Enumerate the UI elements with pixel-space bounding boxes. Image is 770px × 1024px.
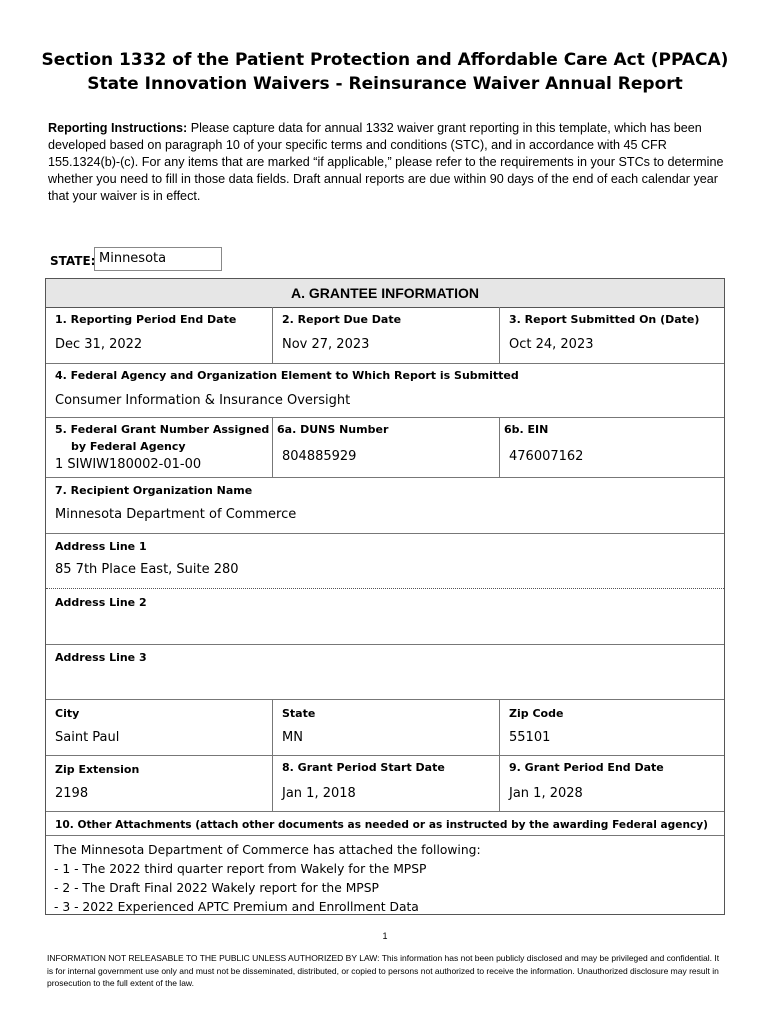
recipient-organization-label: 7. Recipient Organization Name xyxy=(55,484,253,497)
divider xyxy=(46,477,724,478)
reporting-period-end-label: 1. Reporting Period End Date xyxy=(55,313,237,326)
address-line3-label: Address Line 3 xyxy=(55,651,147,664)
state-code-field[interactable]: MN xyxy=(282,730,303,745)
divider xyxy=(46,811,724,812)
section-a-header: A. GRANTEE INFORMATION xyxy=(46,279,724,308)
divider xyxy=(46,644,724,645)
address-line2-field[interactable] xyxy=(55,617,715,635)
zip-code-field[interactable]: 55101 xyxy=(509,730,551,745)
duns-number-field[interactable]: 804885929 xyxy=(282,449,357,464)
instructions-text: Please capture data for annual 1332 waiver grant reporting in this template, which has been developed based on paragraph 10 of your specific terms and conditions (STC), and in accordance with 45 CFR 155.1324(b)-(c). For any items that are marked “if applicable,” please refer to the requirements in your STCs to determine whether you need to fill in those data fields. Draft annual reports are due within 90 days of the end of each calendar year that your waiver is in effect. xyxy=(48,121,724,203)
report-due-date-label: 2. Report Due Date xyxy=(282,313,402,326)
report-title-line1: Section 1332 of the Patient Protection and Affordable Care Act (PPACA) xyxy=(41,50,729,70)
divider xyxy=(46,755,724,756)
duns-number-label: 6a. DUNS Number xyxy=(277,423,389,436)
federal-grant-number-field[interactable]: 1 SIWIW180002-01-00 xyxy=(55,457,202,472)
state-field-label: State xyxy=(282,707,316,720)
report-submitted-on-label: 3. Report Submitted On (Date) xyxy=(509,313,700,326)
grant-period-start-field[interactable]: Jan 1, 2018 xyxy=(282,786,356,801)
reporting-instructions xyxy=(48,120,728,205)
federal-agency-label: 4. Federal Agency and Organization Element to Which Report is Submitted xyxy=(55,369,519,382)
divider xyxy=(272,755,273,811)
city-label: City xyxy=(55,707,80,720)
divider xyxy=(499,755,500,811)
grant-period-end-field[interactable]: Jan 1, 2028 xyxy=(509,786,583,801)
grantee-information-form xyxy=(45,278,725,915)
divider xyxy=(46,363,724,364)
page-number: 1 xyxy=(382,931,388,941)
divider xyxy=(499,699,500,755)
federal-agency-field[interactable]: Consumer Information & Insurance Oversight xyxy=(55,393,351,408)
other-attachments-field[interactable] xyxy=(54,841,481,917)
zip-extension-label: Zip Extension xyxy=(55,763,140,776)
federal-grant-number-label-line2: by Federal Agency xyxy=(71,440,186,453)
grant-period-end-label: 9. Grant Period End Date xyxy=(509,761,664,774)
divider xyxy=(46,533,724,534)
divider xyxy=(499,307,500,363)
divider xyxy=(272,417,273,477)
instructions-label: Reporting Instructions: xyxy=(48,121,188,135)
divider xyxy=(499,417,500,477)
report-title-line2: State Innovation Waivers - Reinsurance Waiver Annual Report xyxy=(87,74,683,94)
confidentiality-notice: INFORMATION NOT RELEASABLE TO THE PUBLIC UNLESS AUTHORIZED BY LAW: This information has not been publicly disclosed and may be privileged and confidential. It is for internal government use only and must not be disseminated, distributed, or copied to persons not authorized to receive the information. Unauthorized disclosure may result in prosecution to the full extent of the law. xyxy=(47,953,720,988)
ein-field[interactable]: 476007162 xyxy=(509,449,584,464)
divider xyxy=(46,835,724,836)
attachment-line: - 1 - The 2022 third quarter report from Wakely for the MPSP xyxy=(54,862,427,876)
state-field[interactable]: Minnesota xyxy=(94,247,222,271)
city-field[interactable]: Saint Paul xyxy=(55,730,120,745)
divider xyxy=(272,307,273,363)
divider xyxy=(46,588,724,589)
report-due-date-field[interactable]: Nov 27, 2023 xyxy=(282,337,370,352)
other-attachments-label: 10. Other Attachments (attach other documents as needed or as instructed by the awarding Federal agency) xyxy=(55,819,709,831)
reporting-period-end-field[interactable]: Dec 31, 2022 xyxy=(55,337,143,352)
address-line1-label: Address Line 1 xyxy=(55,540,147,553)
federal-grant-number-label-line1: 5. Federal Grant Number Assigned xyxy=(55,423,270,436)
report-submitted-on-field[interactable]: Oct 24, 2023 xyxy=(509,337,594,352)
attachment-line: - 3 - 2022 Experienced APTC Premium and Enrollment Data xyxy=(54,900,419,914)
ein-label: 6b. EIN xyxy=(504,423,549,436)
divider xyxy=(46,417,724,418)
divider xyxy=(46,699,724,700)
address-line1-field[interactable]: 85 7th Place East, Suite 280 xyxy=(55,562,239,577)
divider xyxy=(272,699,273,755)
address-line2-label: Address Line 2 xyxy=(55,596,147,609)
grant-period-start-label: 8. Grant Period Start Date xyxy=(282,761,445,774)
zip-extension-field[interactable]: 2198 xyxy=(55,786,89,801)
zip-code-label: Zip Code xyxy=(509,707,564,720)
attachment-line: The Minnesota Department of Commerce has attached the following: xyxy=(54,843,481,857)
state-label: STATE: xyxy=(50,254,96,268)
recipient-organization-field[interactable]: Minnesota Department of Commerce xyxy=(55,507,297,522)
address-line3-field[interactable] xyxy=(55,673,715,691)
attachment-line: - 2 - The Draft Final 2022 Wakely report for the MPSP xyxy=(54,881,379,895)
